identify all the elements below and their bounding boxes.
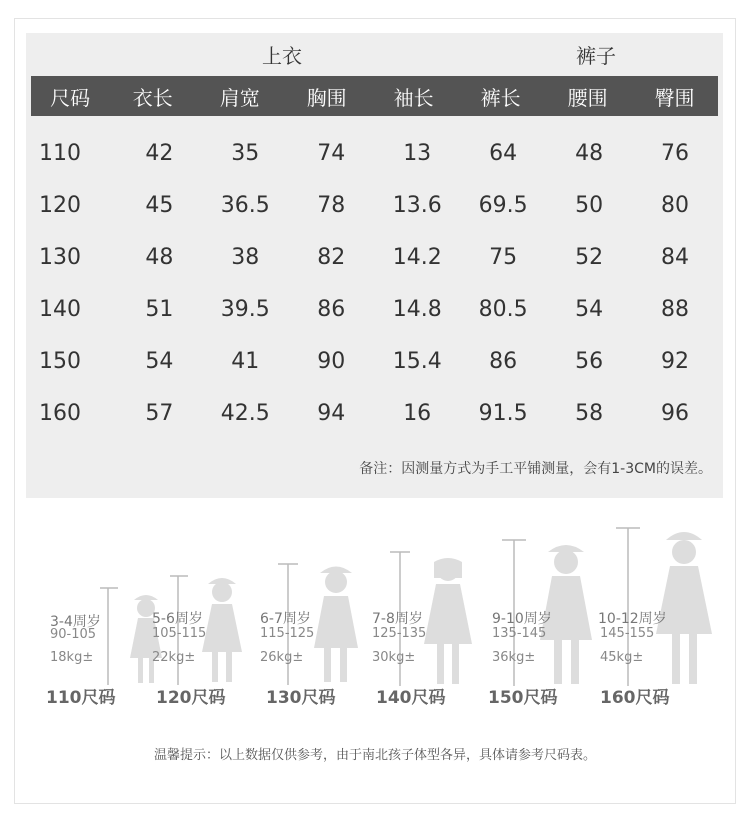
cell: 58 — [575, 400, 604, 426]
cell: 160 — [39, 400, 81, 426]
cell: 41 — [231, 348, 260, 374]
cell: 13.6 — [392, 192, 442, 218]
kid-weight: 18kg± — [50, 650, 94, 665]
cell: 69.5 — [478, 192, 528, 218]
cell: 13 — [403, 140, 432, 166]
cell: 64 — [489, 140, 518, 166]
cell: 15.4 — [392, 348, 442, 374]
kid-weight: 36kg± — [492, 650, 536, 665]
table-row — [31, 335, 718, 387]
cell: 14.2 — [392, 244, 442, 270]
table-header — [31, 76, 718, 116]
child-silhouette-icon — [616, 524, 720, 690]
cell: 150 — [39, 348, 81, 374]
cell: 80.5 — [478, 296, 528, 322]
cell: 92 — [661, 348, 690, 374]
cell: 91.5 — [478, 400, 528, 426]
kid-size: 140尺码 — [376, 688, 446, 708]
table-row — [31, 283, 718, 335]
kid-height: 90-105 — [50, 627, 97, 642]
kid-size: 150尺码 — [488, 688, 558, 708]
cell: 16 — [403, 400, 432, 426]
cell: 80 — [661, 192, 690, 218]
header-length: 衣长 — [132, 85, 173, 110]
height-guide — [40, 520, 720, 710]
cell: 52 — [575, 244, 604, 270]
cell: 88 — [661, 296, 690, 322]
cell: 54 — [575, 296, 604, 322]
header-sleeve: 袖长 — [393, 85, 434, 110]
kid-weight: 22kg± — [152, 650, 196, 665]
group-label-top: 上衣 — [262, 44, 302, 68]
measurement-note: 备注：因测量方式为手工平铺测量，会有1-3CM的误差。 — [359, 461, 712, 477]
header-waist: 腰围 — [567, 85, 608, 110]
kid-height: 105-115 — [152, 626, 207, 641]
kid-age: 3-4周岁 — [50, 614, 101, 630]
cell: 110 — [39, 140, 81, 166]
cell: 130 — [39, 244, 81, 270]
cell: 50 — [575, 192, 604, 218]
cell: 75 — [489, 244, 518, 270]
header-size: 尺码 — [50, 85, 91, 110]
cell: 38 — [231, 244, 260, 270]
cell: 57 — [145, 400, 174, 426]
cell: 86 — [317, 296, 346, 322]
cell: 120 — [39, 192, 81, 218]
kid-age: 6-7周岁 — [260, 611, 311, 627]
kid-age: 10-12周岁 — [598, 611, 667, 627]
table-body — [31, 127, 718, 439]
table-row — [31, 127, 718, 179]
kid-height: 115-125 — [260, 626, 315, 641]
cell: 48 — [145, 244, 174, 270]
header-pants-length: 裤长 — [480, 85, 521, 110]
cell: 90 — [317, 348, 346, 374]
cell: 14.8 — [392, 296, 442, 322]
cell: 42.5 — [220, 400, 270, 426]
cell: 84 — [661, 244, 690, 270]
table-row — [31, 179, 718, 231]
table-row — [31, 387, 718, 439]
cell: 86 — [489, 348, 518, 374]
kid-age: 7-8周岁 — [372, 611, 423, 627]
cell: 76 — [661, 140, 690, 166]
cell: 51 — [145, 296, 174, 322]
cell: 96 — [661, 400, 690, 426]
header-shoulder: 肩宽 — [219, 85, 260, 110]
cell: 94 — [317, 400, 346, 426]
header-chest: 胸围 — [306, 85, 347, 110]
group-label-pants: 裤子 — [576, 44, 616, 68]
cell: 36.5 — [220, 192, 270, 218]
cell: 42 — [145, 140, 174, 166]
kid-size: 130尺码 — [266, 688, 336, 708]
kid-age: 5-6周岁 — [152, 611, 203, 627]
kid-size: 110尺码 — [46, 688, 116, 708]
cell: 140 — [39, 296, 81, 322]
header-hip: 臀围 — [654, 85, 695, 110]
table-row — [31, 231, 718, 283]
cell: 74 — [317, 140, 346, 166]
warm-tip: 温馨提示：以上数据仅供参考，由于南北孩子体型各异，具体请参考尺码表。 — [153, 748, 596, 763]
kid-height: 135-145 — [492, 626, 547, 641]
kid-size: 160尺码 — [600, 688, 670, 708]
kid-weight: 30kg± — [372, 650, 416, 665]
cell: 56 — [575, 348, 604, 374]
kid-size: 120尺码 — [156, 688, 226, 708]
cell: 78 — [317, 192, 346, 218]
cell: 39.5 — [220, 296, 270, 322]
kid-weight: 26kg± — [260, 650, 304, 665]
kid-height: 145-155 — [600, 626, 655, 641]
cell: 82 — [317, 244, 346, 270]
cell: 45 — [145, 192, 174, 218]
cell: 35 — [231, 140, 260, 166]
kid-weight: 45kg± — [600, 650, 644, 665]
kid-age: 9-10周岁 — [492, 611, 552, 627]
kid-height: 125-135 — [372, 626, 427, 641]
cell: 54 — [145, 348, 174, 374]
cell: 48 — [575, 140, 604, 166]
